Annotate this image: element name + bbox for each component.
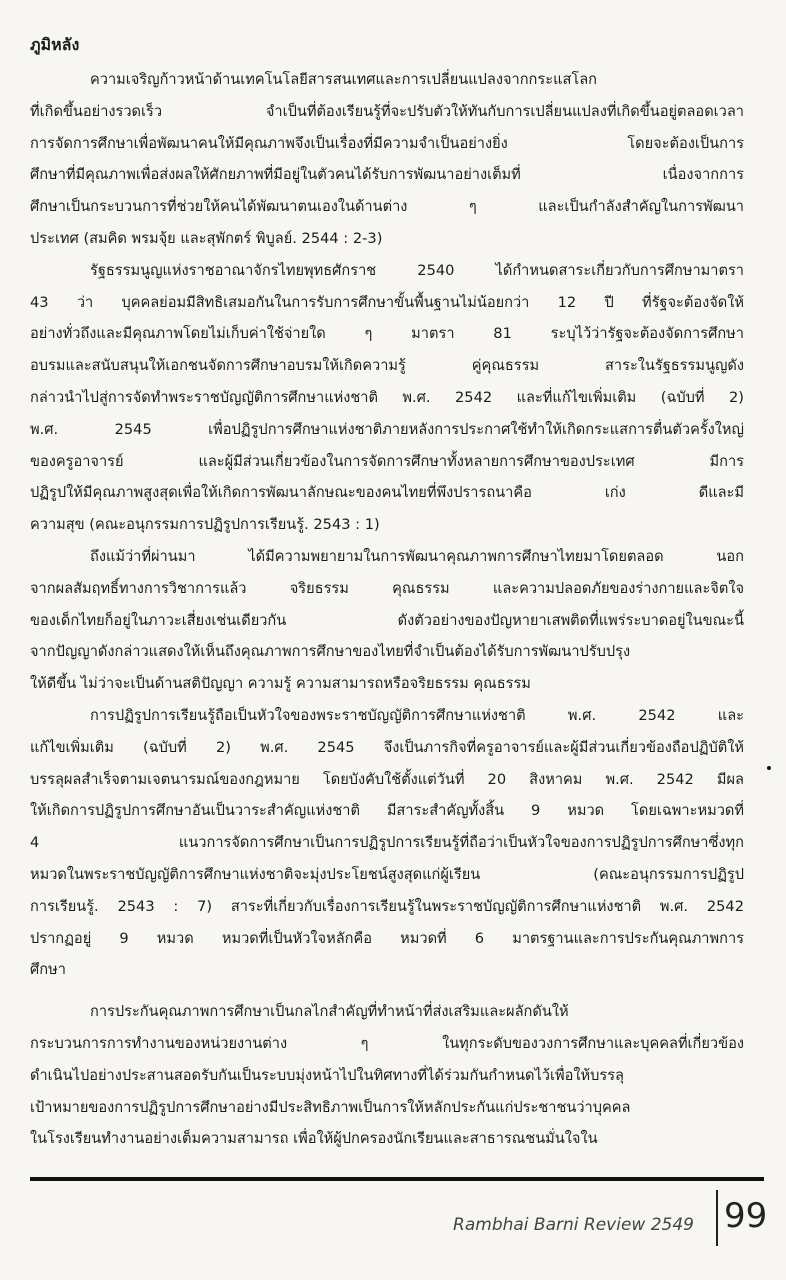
text-line: การจัดการศึกษาเพื่อพัฒนาคนให้มีคุณภาพจึงเป็นเรื่องที่มีความจำเป็นอย่างยิ่ง โดยจะต้องเป็นการ [30, 134, 744, 152]
text-line: แก้ไขเพิ่มเติม (ฉบับที่ 2) พ.ศ. 2545 จึงเป็นภารกิจที่ครูอาจารย์และผู้มีส่วนเกี่ยวข้องถือปฏิบัติให้ [30, 738, 744, 756]
text-line: การเรียนรู้. 2543 : 7) สาระที่เกี่ยวกับเรื่องการเรียนรู้ในพระราชบัญญัติการศึกษาแห่งชาติ พ.ศ. 2542 [30, 897, 744, 915]
margin-dot [767, 766, 771, 770]
text-line: ปรากฏอยู่ 9 หมวด หมวดที่เป็นหัวใจหลักคือ หมวดที่ 6 มาตรฐานและการประกันคุณภาพการ [30, 929, 744, 947]
text-line: ความเจริญก้าวหน้าด้านเทคโนโลยีสารสนเทศและการเปลี่ยนแปลงจากกระแสโลก [90, 71, 598, 88]
text-line: การประกันคุณภาพการศึกษาเป็นกลไกสำคัญที่ทำหน้าที่ส่งเสริมและผลักดันให้ [90, 1003, 569, 1021]
text-line: ดำเนินไปอย่างประสานสอดรับกันเป็นระบบมุ่งหน้าไปในทิศทางที่ได้ร่วมกันกำหนดไว้เพื่อให้บรรลุ [30, 1066, 624, 1084]
body-text [30, 64, 744, 1155]
paragraph-2 [30, 255, 744, 541]
text-line: ศึกษา [30, 961, 66, 979]
footer-divider [716, 1190, 718, 1246]
text-line: อย่างทั่วถึงและมีคุณภาพโดยไม่เก็บค่าใช้จ่ายใด ๆ มาตรา 81 ระบุไว้ว่ารัฐจะต้องจัดการศึกษา [30, 325, 744, 343]
text-line: จากผลสัมฤทธิ์ทางการวิชาการแล้ว จริยธรรม คุณธรรม และความปลอดภัยของร่างกายและจิตใจ [30, 579, 744, 597]
text-line: ในโรงเรียนทำงานอย่างเต็มความสามารถ เพื่อให้ผู้ปกครองนักเรียนและสาธารณชนมั่นใจใน [30, 1130, 598, 1148]
footer-rule [30, 1177, 764, 1181]
paragraph-4 [30, 700, 744, 986]
text-line: ของครูอาจารย์ และผู้มีส่วนเกี่ยวข้องในการจัดการศึกษาทั้งหลายการศึกษาของประเทศ มีการ [30, 452, 744, 470]
text-line: ความสุข (คณะอนุกรรมการปฏิรูปการเรียนรู้. 2543 : 1) [30, 516, 380, 534]
text-line: ปฏิรูปให้มีคุณภาพสูงสุดเพื่อให้เกิดการพัฒนาลักษณะของคนไทยที่พึงปรารถนาคือ เก่ง ดีและมี [30, 484, 744, 502]
text-line: ของเด็กไทยก็อยู่ในภาวะเสี่ยงเช่นเดียวกัน ดังตัวอย่างของปัญหายาเสพติดที่แพร่ระบาดอยู่ในขณะนี้ [30, 611, 744, 629]
text-line: ศึกษาเป็นกระบวนการที่ช่วยให้คนได้พัฒนาตนเองในด้านต่าง ๆ และเป็นกำลังสำคัญในการพัฒนา [30, 198, 744, 216]
text-line: 4 แนวการจัดการศึกษาเป็นการปฏิรูปการเรียนรู้ที่ถือว่าเป็นหัวใจของการปฏิรูปการศึกษาซึ่งทุก [30, 834, 744, 852]
text-line: เป้าหมายของการปฏิรูปการศึกษาอย่างมีประสิทธิภาพเป็นการให้หลักประกันแก่ประชาชนว่าบุคคล [30, 1098, 631, 1116]
journal-title: Rambhai Barni Review 2549 [453, 1215, 694, 1235]
text-line: ที่เกิดขึ้นอย่างรวดเร็ว จำเป็นที่ต้องเรียนรู้ที่จะปรับตัวให้ทันกับการเปลี่ยนแปลงที่เกิดขึ้นอยู่ตลอดเวลา [30, 102, 744, 120]
paragraph-1 [30, 64, 744, 255]
text-line: กระบวนการการทำงานของหน่วยงานต่าง ๆ ในทุกระดับของวงการศึกษาและบุคคลที่เกี่ยวข้อง [30, 1034, 744, 1052]
section-heading: ภูมิหลัง [30, 35, 80, 54]
text-line: ให้เกิดการปฏิรูปการศึกษาอันเป็นวาระสำคัญแห่งชาติ มีสาระสำคัญทั้งสิ้น 9 หมวด โดยเฉพาะหมวดที่ [30, 802, 744, 820]
text-line: พ.ศ. 2545 เพื่อปฏิรูปการศึกษาแห่งชาติภายหลังการประกาศใช้ทำให้เกิดกระแสการตื่นตัวครั้งใหญ่ [30, 420, 744, 438]
text-line: บรรลุผลสำเร็จตามเจตนารมณ์ของกฎหมาย โดยบังคับใช้ตั้งแต่วันที่ 20 สิงหาคม พ.ศ. 2542 มีผล [30, 770, 744, 788]
text-line: หมวดในพระราชบัญญัติการศึกษาแห่งชาติจะมุ่งประโยชน์สูงสุดแก่ผู้เรียน (คณะอนุกรรมการปฏิรูป [30, 865, 744, 883]
text-line: ประเทศ (สมคิด พรมจุ้ย และสุพักตร์ พิบูลย์. 2544 : 2-3) [30, 229, 383, 247]
text-line: อบรมและสนับสนุนให้เอกชนจัดการศึกษาอบรมให้เกิดความรู้ คู่คุณธรรม สาระในรัฐธรรมนูญดัง [30, 357, 744, 375]
page-number: 99 [724, 1196, 768, 1236]
paragraph-3 [30, 541, 744, 700]
text-line: 43 ว่า บุคคลย่อมมีสิทธิเสมอกันในการรับการศึกษาขั้นพื้นฐานไม่น้อยกว่า 12 ปี ที่รัฐจะต้องจัดให้ [30, 293, 744, 311]
text-line: รัฐธรรมนูญแห่งราชอาณาจักรไทยพุทธศักราช 2540 ได้กำหนดสาระเกี่ยวกับการศึกษามาตรา [90, 261, 744, 279]
text-line: ศึกษาที่มีคุณภาพเพื่อส่งผลให้ศักยภาพที่มีอยู่ในตัวคนได้รับการพัฒนาอย่างเต็มที่ เนื่องจากการ [30, 166, 744, 184]
text-line: ถึงแม้ว่าที่ผ่านมา ได้มีความพยายามในการพัฒนาคุณภาพการศึกษาไทยมาโดยตลอด นอก [90, 547, 744, 565]
text-line: กล่าวนำไปสู่การจัดทำพระราชบัญญัติการศึกษาแห่งชาติ พ.ศ. 2542 และที่แก้ไขเพิ่มเติม (ฉบับที่ 2) [30, 388, 744, 406]
paragraph-spacer [30, 986, 744, 996]
paragraph-5 [30, 996, 744, 1155]
text-line: การปฏิรูปการเรียนรู้ถือเป็นหัวใจของพระราชบัญญัติการศึกษาแห่งชาติ พ.ศ. 2542 และ [90, 706, 744, 724]
text-line: ให้ดีขึ้น ไม่ว่าจะเป็นด้านสติปัญญา ความรู้ ความสามารถหรือจริยธรรม คุณธรรม [30, 675, 531, 693]
text-line: จากปัญญาดังกล่าวแสดงให้เห็นถึงคุณภาพการศึกษาของไทยที่จำเป็นต้องได้รับการพัฒนาปรับปรุง [30, 643, 631, 661]
